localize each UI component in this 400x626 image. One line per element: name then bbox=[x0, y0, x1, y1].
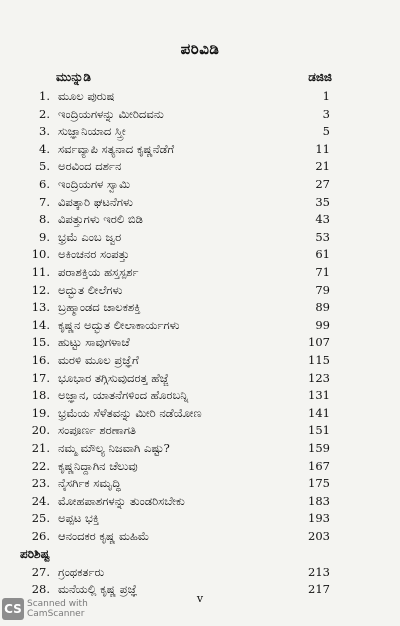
entry-page: 3 bbox=[322, 106, 330, 121]
toc-entry bbox=[0, 474, 400, 492]
entry-title: ನೈಸರ್ಗಿಕ ಸಮೃದ್ಧಿ bbox=[58, 476, 121, 491]
entry-number: 1. bbox=[39, 89, 50, 103]
entry-page: 123 bbox=[308, 370, 330, 385]
entry-page: 27 bbox=[315, 177, 330, 191]
entry-number: 24. bbox=[31, 493, 50, 508]
entry-title: ವಿಪತ್ತುಗಳು ಇರಲಿ ಬಿಡಿ bbox=[58, 212, 143, 227]
intro-label: ಮುನ್ನುಡಿ bbox=[56, 70, 91, 84]
toc-entry bbox=[0, 281, 400, 299]
entry-title: ಮೂಲ ಪುರುಷ bbox=[58, 89, 115, 103]
entry-number: 10. bbox=[31, 247, 50, 262]
entry-page: 213 bbox=[308, 565, 330, 579]
entry-number: 20. bbox=[31, 423, 50, 438]
toc-entry bbox=[0, 157, 400, 175]
entry-page: 203 bbox=[308, 529, 330, 543]
entry-page: 217 bbox=[308, 582, 330, 596]
entry-number: 22. bbox=[31, 458, 50, 473]
entry-title: ಹುಟ್ಟು ಸಾವುಗಳಾಚೆ bbox=[58, 335, 130, 350]
entry-number: 19. bbox=[31, 405, 50, 420]
entry-page: 35 bbox=[315, 194, 330, 209]
toc-entry bbox=[0, 122, 400, 140]
entry-page: 89 bbox=[315, 300, 330, 315]
entry-number: 8. bbox=[39, 212, 50, 227]
entry-number: 15. bbox=[31, 335, 50, 350]
entry-page: 71 bbox=[315, 265, 330, 279]
entry-number: 21. bbox=[31, 441, 50, 455]
toc-entry bbox=[0, 333, 400, 351]
entry-number: 28. bbox=[31, 582, 50, 596]
entry-title: ಅಜ್ಞಾನ, ಯಾತನೆಗಳಿಂದ ಹೊರಬನ್ನಿ bbox=[58, 388, 189, 403]
entry-number: 23. bbox=[31, 476, 50, 491]
entry-number: 6. bbox=[39, 177, 50, 191]
entry-page: 21 bbox=[315, 159, 330, 174]
entry-page: 107 bbox=[308, 335, 330, 350]
entry-title: ಅಕಿಂಚನರ ಸಂಪತ್ತು bbox=[58, 247, 130, 262]
entry-number: 4. bbox=[39, 141, 50, 156]
entry-page: 79 bbox=[315, 282, 330, 297]
entry-title: ವಿಪತ್ಕಾರಿ ಘಟನೆಗಳು bbox=[58, 194, 133, 209]
entry-title: ಭ್ರಮೆಯ ಸೆಳೆತವನ್ನು ಮೀರಿ ನಡೆಯೋಣ bbox=[58, 405, 202, 420]
entry-title: ಬ್ರಹ್ಮಾಂಡದ ಚಾಲಕಶಕ್ತಿ bbox=[58, 300, 141, 315]
toc-entry bbox=[0, 369, 400, 387]
entry-title: ಅಪ್ಪಟ ಭಕ್ತಿ bbox=[58, 511, 100, 526]
watermark-line2: CamScanner bbox=[27, 609, 85, 619]
entry-number: 13. bbox=[31, 300, 50, 315]
entry-title: ಇಂದ್ರಿಯಗಳನ್ನು ಮೀರಿದವನು bbox=[58, 106, 164, 121]
toc-entry bbox=[0, 563, 400, 581]
toc-entry bbox=[0, 386, 400, 404]
toc-entry bbox=[0, 457, 400, 475]
entry-number: 11. bbox=[31, 265, 50, 279]
entry-title: ಮನೆಯಲ್ಲಿ ಕೃಷ್ಣ ಪ್ರಜ್ಞೆ bbox=[58, 582, 138, 596]
toc-heading: ಪರಿವಿಡಿ bbox=[180, 40, 220, 58]
toc-entry bbox=[0, 140, 400, 158]
watermark-line1: Scanned with bbox=[27, 599, 88, 609]
entry-title: ಸಂಪೂರ್ಣ ಶರಣಾಗತಿ bbox=[58, 423, 137, 438]
toc-entry bbox=[0, 193, 400, 211]
toc-entry bbox=[0, 421, 400, 439]
entry-page: 99 bbox=[315, 317, 330, 332]
entry-title: ಕೃಷ್ಣನ ಅದ್ಭುತ ಲೀಲಾಕಾರ್ಯಗಳು bbox=[58, 317, 180, 332]
toc-entry bbox=[0, 175, 400, 193]
entry-page: 5 bbox=[322, 124, 330, 139]
entry-number: 16. bbox=[31, 353, 50, 367]
toc-entry bbox=[0, 527, 400, 545]
entry-number: 17. bbox=[31, 370, 50, 385]
entry-number: 5. bbox=[39, 159, 50, 174]
page-column-header: ಡಜಿಜಿ bbox=[308, 70, 332, 84]
toc-entry bbox=[0, 263, 400, 281]
entry-page: 167 bbox=[308, 458, 330, 473]
entry-number: 9. bbox=[39, 229, 50, 244]
toc-entry bbox=[0, 492, 400, 510]
toc-entry bbox=[0, 105, 400, 123]
toc-entry bbox=[0, 316, 400, 334]
entry-title: ಇಂದ್ರಿಯಗಳ ಸ್ವಾಮಿ bbox=[58, 177, 131, 191]
entry-title: ಸುಜ್ಞಾನಿಯಾದ ಸ್ತ್ರೀ bbox=[58, 124, 126, 139]
entry-title: ಅರವಿಂದ ದರ್ಶನ bbox=[58, 159, 122, 174]
camscanner-watermark bbox=[2, 598, 88, 620]
entry-title: ಮೋಹಪಾಶಗಳನ್ನು ತುಂಡರಿಸಬೇಕು bbox=[58, 493, 185, 508]
toc-entry bbox=[0, 298, 400, 316]
entry-page: 159 bbox=[308, 441, 330, 455]
entry-page: 193 bbox=[308, 511, 330, 526]
toc-entry bbox=[0, 210, 400, 228]
entry-page: 175 bbox=[308, 476, 330, 491]
entry-page: 1 bbox=[322, 89, 330, 103]
entry-page: 151 bbox=[308, 423, 330, 438]
entry-number: 27. bbox=[31, 565, 50, 579]
toc-entry bbox=[0, 245, 400, 263]
entry-title: ಅದ್ಭುತ ಲೀಲೆಗಳು bbox=[58, 282, 123, 297]
entry-title: ಭ್ರಮೆ ಎಂಬ ಜ್ವರ bbox=[58, 229, 122, 244]
entry-title: ನಮ್ಮ ಮೌಲ್ಯ ನಿಜವಾಗಿ ಎಷ್ಟು? bbox=[58, 441, 170, 455]
entry-title: ಆನಂದಕರ ಕೃಷ್ಣ ಮಹಿಮೆ bbox=[58, 529, 150, 543]
entry-title: ಪರಾಶಕ್ತಿಯ ಹಸ್ತಸ್ಪರ್ಶ bbox=[58, 265, 139, 279]
appendix-label: ಪರಿಶಿಷ್ಟ bbox=[20, 547, 50, 561]
entry-page: 115 bbox=[308, 353, 330, 367]
toc-entry bbox=[0, 509, 400, 527]
toc-entry bbox=[0, 439, 400, 457]
entry-page: 53 bbox=[315, 229, 330, 244]
entry-page: 183 bbox=[308, 493, 330, 508]
entry-title: ಗ್ರಂಥಕರ್ತರು bbox=[58, 565, 105, 579]
entry-title: ಸರ್ವವ್ಯಾಪಿ ಸತ್ಯನಾದ ಕೃಷ್ಣನೆಡೆಗೆ bbox=[58, 141, 175, 156]
entry-number: 12. bbox=[31, 282, 50, 297]
camscanner-logo-icon: CS bbox=[2, 598, 24, 620]
entry-number: 3. bbox=[39, 124, 50, 139]
entry-number: 14. bbox=[31, 317, 50, 332]
entry-page: 131 bbox=[308, 388, 330, 403]
entry-number: 7. bbox=[39, 194, 50, 209]
toc-entry bbox=[0, 87, 400, 105]
toc-entry bbox=[0, 404, 400, 422]
entry-page: 141 bbox=[308, 405, 330, 420]
footer-page-number: v bbox=[196, 592, 204, 605]
entry-number: 26. bbox=[31, 529, 50, 543]
entry-title: ಭೂಭಾರ ತಗ್ಗಿಸುವುದರತ್ತ ಹೆಜ್ಜೆ bbox=[58, 370, 169, 385]
entry-page: 61 bbox=[315, 247, 330, 262]
toc-entry bbox=[0, 228, 400, 246]
toc-entry bbox=[0, 351, 400, 369]
entry-title: ಕೃಷ್ಣನಿದ್ದಾಗಿನ ಚೆಲುವು bbox=[58, 458, 138, 473]
entry-page: 11 bbox=[315, 141, 330, 156]
entry-page: 43 bbox=[315, 212, 330, 227]
entry-number: 18. bbox=[31, 388, 50, 403]
entry-number: 2. bbox=[39, 106, 50, 121]
entry-title: ಮರಳಿ ಮೂಲ ಪ್ರಜ್ಞೆಗೆ bbox=[58, 353, 139, 367]
entry-number: 25. bbox=[31, 511, 50, 526]
